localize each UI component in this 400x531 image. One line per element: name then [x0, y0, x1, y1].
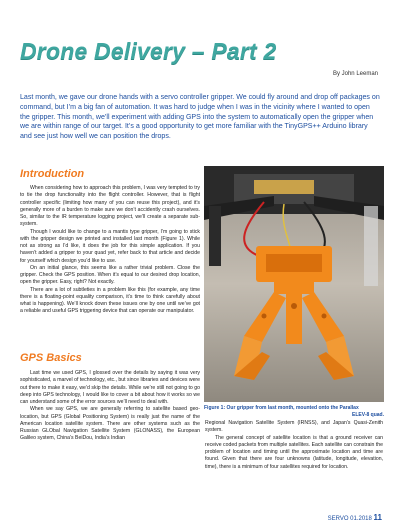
- page-number: 11: [373, 513, 382, 522]
- issue-label: SERVO 01.2018: [327, 516, 372, 522]
- page-footer: [328, 513, 382, 522]
- intro-paragraph: On an initial glance, this seems like a rather trivial problem. Close the gripper. Check the GPS position. When it’s equal to our desired drop location, open the gripper. Easy, right? Not exactly.: [20, 264, 200, 286]
- byline: By John Leeman: [332, 71, 378, 77]
- section-heading-introduction: Introduction: [20, 168, 85, 180]
- introduction-body: [20, 185, 200, 316]
- figure-caption: [204, 405, 384, 418]
- gps-paragraph: When we say GPS, we are generally referring to satellite based geo-location, but GPS (Global Positioning System) is really just the name of the American location satellite system. There are other systems such as the Russian GLObal Navigation Satellite System (GLONASS), the European Galileo system, China’s BeiDou, India’s Indian: [20, 406, 200, 442]
- gps-paragraph: Last time we used GPS, I glossed over the details by saying it was very sophisticated, a marvel of technology, etc., but since libraries and devices were out there to make it easy, we’d skip the details. While we’re still not going to go deep into GPS technology, I would like to cover a bit about how it works so we can understand some of the error sources we’ll need to deal with.: [20, 370, 200, 405]
- figure-caption-line: Figure 1: Our gripper from last month, mounted onto the Parallax: [204, 405, 359, 411]
- figure-1-photo: [204, 166, 384, 402]
- section-heading-gps-basics: GPS Basics: [20, 352, 82, 364]
- intro-paragraph: When considering how to approach this problem, I was very tempted to try to tie the drop functionality into the flight controller. However, that is flight controller specific (limiting how many of you can reuse this project), and it’s generally more of a burden to make sure we don’t accidently crash ourselves. So, similar to the IR temperature logging project, we’ll create a separate sub-system.: [20, 185, 200, 228]
- lead-paragraph: Last month, we gave our drone hands with a servo controller gripper. We could fly around and drop off packages on command, but I’m a big fan of automation. It was hard to judge when I was in the vicinity where I wanted to open the gripper. This month, we’ll experiment with adding GPS into the system to automatically open the gripper when we are within range of our target. It’s a good opportunity to get more familiar with the TinyGPS++ Arduino library and see just how well we can position the drops.: [20, 94, 380, 141]
- gps-paragraph: The general concept of satellite location is that a ground receiver can receive coded packets from multiple satellites. Each satellite can constrain the problem of location and timing until the approximate location and time are found. Given that there are four unknowns (latitude, longitude, elevation, time), there is a minimum of four satellites required for location.: [205, 434, 383, 470]
- intro-paragraph: Though I would like to change to a mantis type gripper, I’m going to stick with the gripper design we printed and installed last month (Figure 1). While not as strong as I’d like, it does the job for this simple application. If you haven’t added a gripper to your quad yet, refer back to that article and decide for yourself which design you’d like to use.: [20, 228, 200, 264]
- article-title: Drone Delivery – Part 2: [20, 38, 277, 64]
- gps-paragraph: Regional Navigation Satellite System (IRNSS), and Japan’s Quasi-Zenith system.: [205, 420, 383, 434]
- intro-paragraph: There are a lot of subtleties in a problem like this (for example, any time there is a floating-point equality comparison, it’s time to think carefully about what is happening). We’ll knock down these issues one by one until we’ve got a reliable and useful GPS triggering device that can operate our manipulator.: [20, 286, 200, 315]
- drone-gripper-illustration: [204, 166, 384, 402]
- gps-basics-body: [20, 370, 200, 443]
- gps-basics-continued: [205, 420, 383, 471]
- figure-caption-line: ELEV-8 quad.: [352, 411, 384, 418]
